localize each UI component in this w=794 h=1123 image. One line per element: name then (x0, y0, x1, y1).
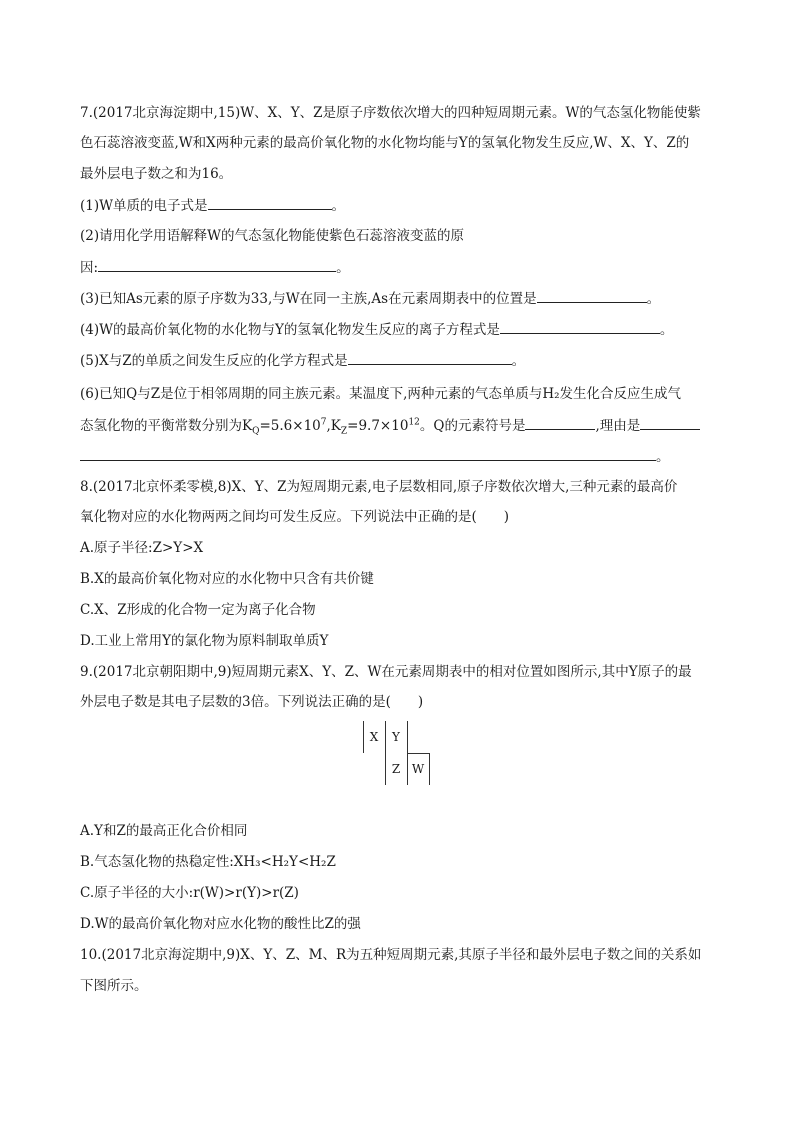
q7-part1 (80, 195, 345, 216)
q9-option-a: A.Y和Z的最高正化合价相同 (80, 823, 248, 839)
cell-z: Z (391, 762, 401, 776)
q7-part2-text: 因: (80, 260, 99, 276)
text: ,理由是 (595, 418, 641, 434)
q8-stem-line2: 氧化物对应的水化物两两之间均可发生反应。下列说法中正确的是( ) (80, 509, 510, 525)
period: 。 (646, 291, 661, 307)
periodic-table-fragment (363, 721, 429, 785)
q9-option-b: B.气态氢化物的热稳定性:XH₃<H₂Y<H₂Z (80, 854, 336, 870)
q7-part4 (80, 319, 673, 340)
q8-option-a: A.原子半径:Z>Y>X (80, 540, 204, 556)
cell-x: X (369, 730, 379, 744)
q7-part1-text: (1)W单质的电子式是 (80, 198, 208, 214)
text: ,K (326, 418, 341, 434)
q7-part3-text: (3)已知As元素的原子序数为33,与W在同一主族,As在元素周期表中的位置是 (80, 291, 537, 307)
text: =9.7×10 (347, 418, 409, 434)
q7-part2-line2 (80, 257, 350, 278)
grid-line (385, 721, 386, 785)
q7-stem-line1: 7.(2017北京海淀期中,15)W、X、Y、Z是原子序数依次增大的四种短周期元素。W的气态氢化物能使紫 (80, 105, 701, 121)
q7-part5 (80, 350, 525, 371)
answer-blank[interactable] (98, 257, 336, 272)
q7-stem-line3: 最外层电子数之和为16。 (80, 166, 233, 182)
superscript: 7 (320, 417, 327, 428)
q7-part6-line2 (80, 415, 700, 436)
subscript: Q (252, 426, 260, 437)
q10-stem-line2: 下图所示。 (80, 978, 148, 994)
superscript: 12 (408, 417, 420, 428)
subscript: Z (340, 426, 348, 437)
period: 。 (511, 353, 526, 369)
q8-stem-line1: 8.(2017北京怀柔零模,8)X、Y、Z为短周期元素,电子层数相同,原子序数依次增大,三种元素的最高价 (80, 479, 678, 495)
period: 。 (336, 260, 350, 276)
q7-part2-line1: (2)请用化学用语解释W的气态氢化物能使紫色石蕊溶液变蓝的原 (80, 228, 464, 244)
q9-stem-line1: 9.(2017北京朝阳期中,9)短周期元素X、Y、Z、W在元素周期表中的相对位置如图所示,其中Y原子的最 (80, 664, 692, 680)
q8-option-d: D.工业上常用Y的氯化物为原料制取单质Y (80, 633, 329, 649)
grid-line (429, 753, 430, 785)
q7-part6-line1: (6)已知Q与Z是位于相邻周期的同主族元素。某温度下,两种元素的气态单质与H₂发生化合反应生成气 (80, 386, 682, 402)
period: 。 (659, 322, 674, 338)
q9-stem-line2: 外层电子数是其电子层数的3倍。下列说法正确的是( ) (80, 694, 424, 710)
answer-blank[interactable] (80, 446, 656, 461)
grid-line (363, 721, 364, 753)
period: 。 (656, 449, 670, 465)
grid-line (407, 753, 429, 754)
cell-y: Y (392, 730, 400, 744)
q9-option-d: D.W的最高价氧化物对应水化物的酸性比Z的强 (80, 916, 361, 932)
q9-option-c: C.原子半径的大小:r(W)>r(Y)>r(Z) (80, 885, 299, 901)
answer-blank[interactable] (640, 415, 700, 430)
q7-part4-text: (4)W的最高价氧化物的水化物与Y的氢氧化物发生反应的离子方程式是 (80, 322, 500, 338)
q7-stem-line2: 色石蕊溶液变蓝,W和X两种元素的最高价氧化物的水化物均能与Y的氢氧化物发生反应,W、X、Y、Z的 (80, 135, 690, 151)
q7-part5-text: (5)X与Z的单质之间发生反应的化学方程式是 (80, 353, 348, 369)
q10-stem-line1: 10.(2017北京海淀期中,9)X、Y、Z、M、R为五种短周期元素,其原子半径和最外层电子数之间的关系如 (80, 947, 702, 963)
text: 态氢化物的平衡常数分别为K (80, 418, 253, 434)
text: 。Q的元素符号是 (419, 418, 526, 434)
answer-blank[interactable] (208, 195, 332, 210)
text: =5.6×10 (259, 418, 321, 434)
answer-blank[interactable] (537, 288, 647, 303)
answer-blank[interactable] (500, 319, 660, 334)
period: 。 (331, 198, 345, 214)
q7-part6-line3 (80, 446, 670, 467)
q7-part3 (80, 288, 660, 309)
answer-blank[interactable] (348, 350, 512, 365)
cell-w: W (411, 762, 425, 776)
q8-option-c: C.X、Z形成的化合物一定为离子化合物 (80, 602, 316, 618)
answer-blank[interactable] (525, 415, 595, 430)
q8-option-b: B.X的最高价氧化物对应的水化物中只含有共价键 (80, 571, 374, 587)
